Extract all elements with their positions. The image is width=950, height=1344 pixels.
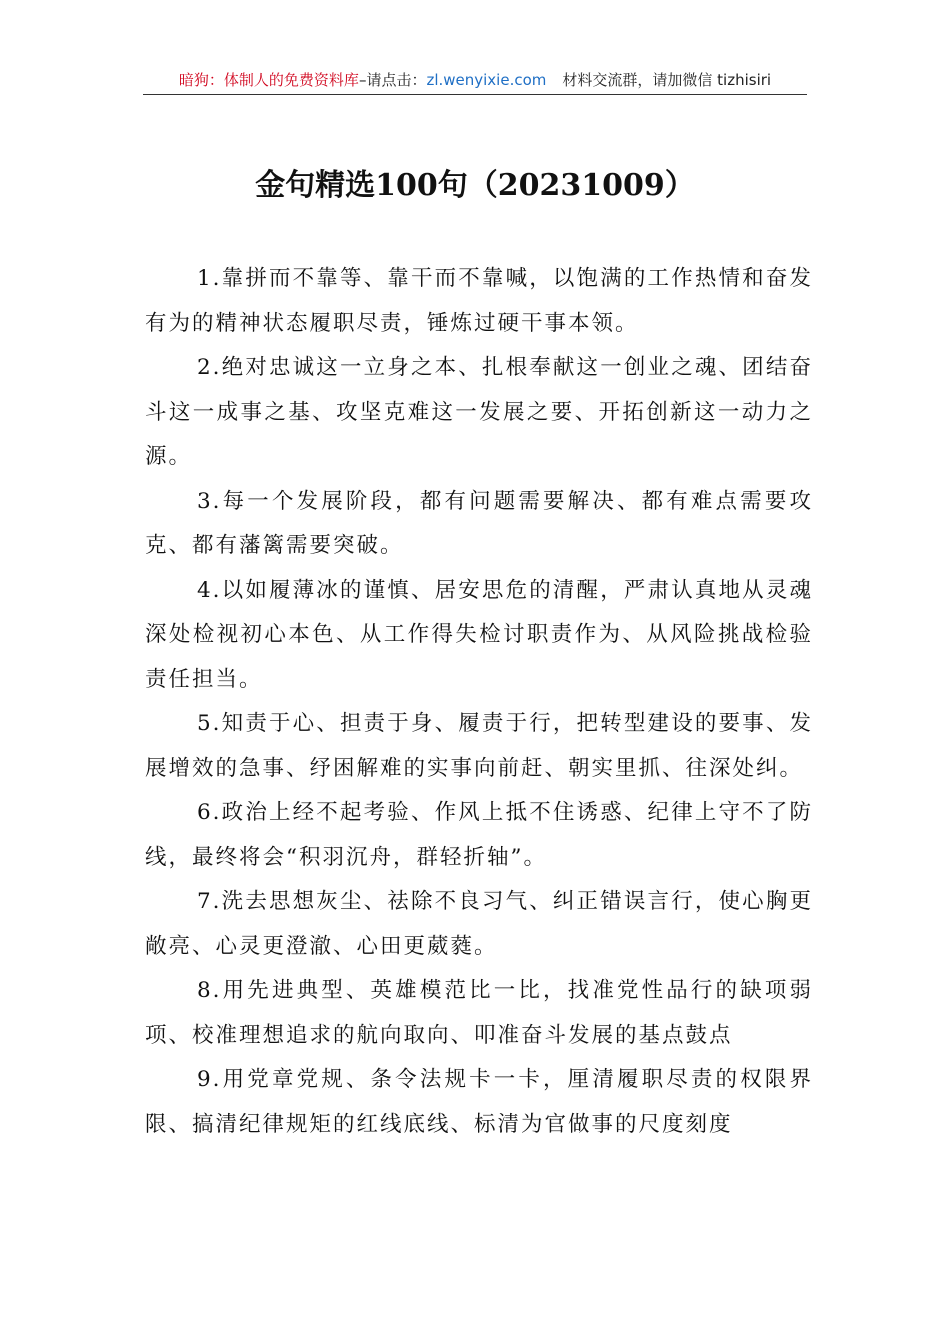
header-site-name: 暗狗：体制人的免费资料库 <box>178 71 359 89</box>
quote-paragraph: 7.洗去思想灰尘、祛除不良习气、纠正错误言行，使心胸更敞亮、心灵更澄澈、心田更葳蕤。 <box>145 889 813 959</box>
quote-paragraph: 5.知责于心、担责于身、履责于行，把转型建设的要事、发展增效的急事、纾困解难的实事向前赶、朝实里抓、往深处纠。 <box>145 711 813 781</box>
quote-paragraph: 6.政治上经不起考验、作风上抵不住诱惑、纪律上守不了防线，最终将会“积羽沉舟，群轻折轴”。 <box>145 800 813 870</box>
page-header <box>143 66 807 95</box>
quote-paragraph: 9.用党章党规、条令法规卡一卡，厘清履职尽责的权限界限、搞清纪律规矩的红线底线、标清为官做事的尺度刻度 <box>145 1067 813 1137</box>
quote-paragraph: 4.以如履薄冰的谨慎、居安思危的清醒，严肃认真地从灵魂深处检视初心本色、从工作得失检讨职责作为、从风险挑战检验责任担当。 <box>145 577 813 692</box>
quote-paragraph: 2.绝对忠诚这一立身之本、扎根奉献这一创业之魂、团结奋斗这一成事之基、攻坚克难这一发展之要、开拓创新这一动力之源。 <box>145 355 813 469</box>
header-wechat-note: 材料交流群，请加微信 tizhisiri <box>562 71 772 89</box>
quote-paragraph: 8.用先进典型、英雄模范比一比，找准党性品行的缺项弱项、校准理想追求的航向取向、叩准奋斗发展的基点鼓点 <box>145 978 813 1048</box>
header-url-link[interactable]: zl.wenyixie.com <box>426 71 547 89</box>
document-title: 金句精选100句（20231009） <box>255 168 695 203</box>
quote-paragraph: 1.靠拼而不靠等、靠干而不靠喊，以饱满的工作热情和奋发有为的精神状态履职尽责，锤炼过硬干事本领。 <box>145 266 813 336</box>
quote-paragraph: 3.每一个发展阶段，都有问题需要解决、都有难点需要攻克、都有藩篱需要突破。 <box>145 488 813 558</box>
header-click-prompt: –请点击： <box>358 71 427 89</box>
document-body <box>145 257 813 1147</box>
